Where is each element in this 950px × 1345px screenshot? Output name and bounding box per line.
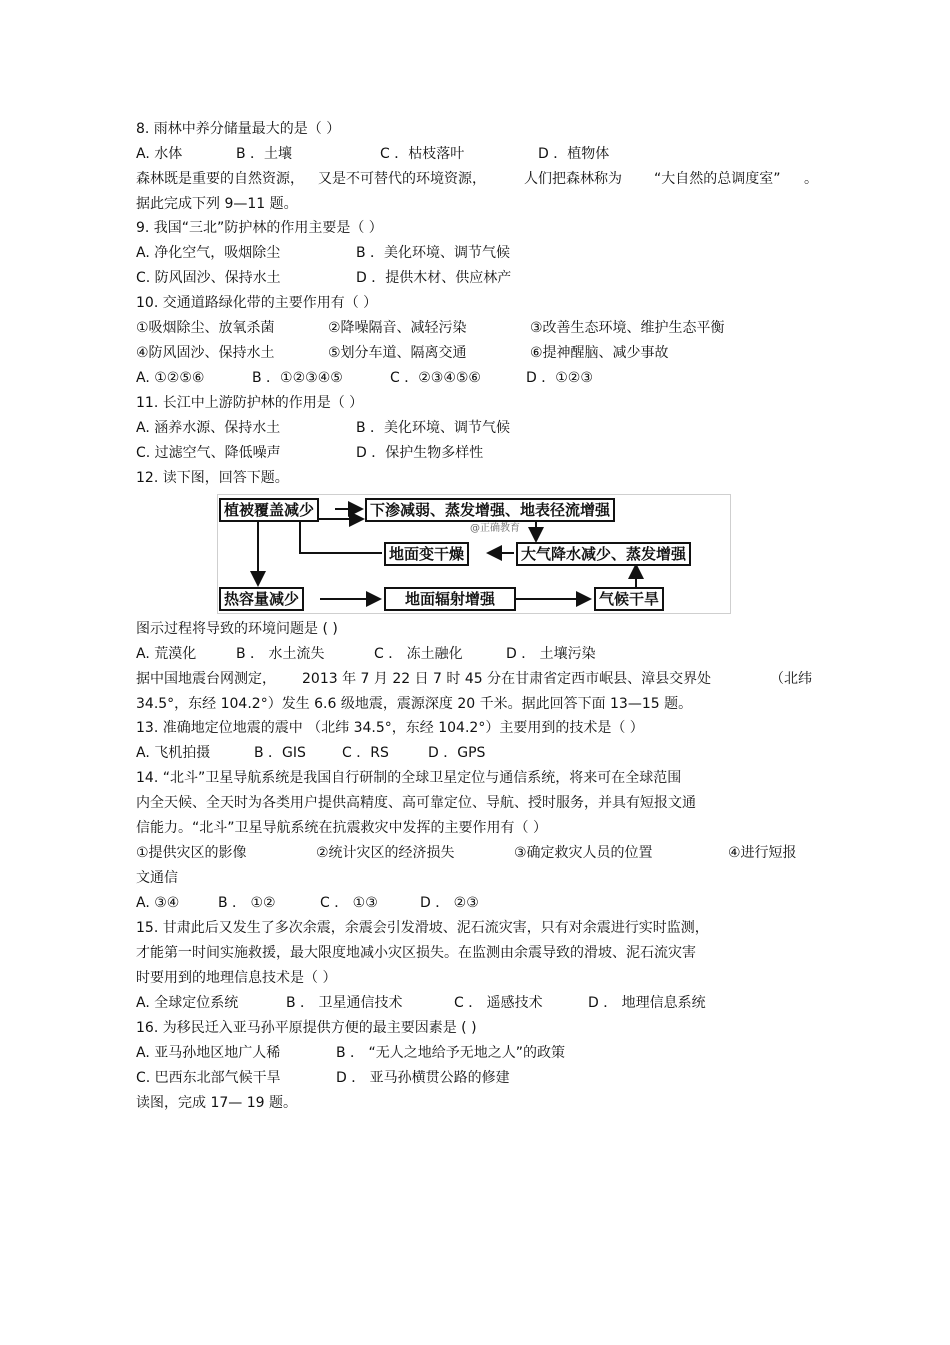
q12-option-b: B ． 水土流失 bbox=[236, 646, 325, 662]
flow-diagram bbox=[217, 494, 731, 614]
q9-options-row1 bbox=[136, 244, 816, 262]
q11-option-b: B ．美化环境、调节气候 bbox=[356, 420, 511, 436]
intro-9-11-line2: 据此完成下列 9—11 题。 bbox=[136, 196, 298, 212]
q16-stem: 16. 为移民迁入亚马孙平原提供方便的最主要因素是 ( ) bbox=[136, 1020, 477, 1036]
q12-prompt: 图示过程将导致的环境问题是 ( ) bbox=[136, 621, 338, 637]
intro-text: （北纬 bbox=[770, 671, 812, 687]
q14-statement-4-cont: 文通信 bbox=[136, 870, 178, 886]
q14-option-a: A. ③④ bbox=[136, 895, 180, 911]
box-ground-drier: 地面变干燥 bbox=[384, 542, 469, 566]
q10-statements-row1 bbox=[136, 319, 816, 337]
q14-line1: 14. “北斗”卫星导航系统是我国自行研制的全球卫星定位与通信系统，将来可在全球范围 bbox=[136, 770, 682, 786]
q9-option-b: B ．美化环境、调节气候 bbox=[356, 245, 511, 261]
q8-stem: 8. 雨林中养分储量最大的是（ ） bbox=[136, 121, 341, 137]
q13-option-c: C ．RS bbox=[342, 745, 389, 761]
q11-options-row1 bbox=[136, 419, 816, 437]
box-heat-capacity-reduced: 热容量减少 bbox=[219, 587, 304, 611]
q12-stem: 12. 读下图，回答下题。 bbox=[136, 470, 289, 486]
box-vegetation-reduced: 植被覆盖减少 bbox=[219, 498, 319, 522]
intro-text: 据中国地震台网测定， bbox=[136, 671, 276, 687]
q14-options bbox=[136, 894, 816, 912]
box-climate-drought: 气候干旱 bbox=[594, 587, 664, 611]
q14-option-c: C ． ①③ bbox=[320, 895, 378, 911]
q15-line1: 15. 甘肃此后又发生了多次余震，余震会引发滑坡、泥石流灾害，只有对余震进行实时监测， bbox=[136, 920, 709, 936]
q9-option-d: D ．提供木材、供应林产 bbox=[356, 270, 512, 286]
q10-statement-6: ⑥提神醒脑、减少事故 bbox=[530, 345, 669, 361]
intro-text: 森林既是重要的自然资源， bbox=[136, 171, 304, 187]
q16-option-a: A. 亚马孙地区地广人稀 bbox=[136, 1045, 281, 1061]
box-ground-radiation-increased: 地面辐射增强 bbox=[384, 587, 516, 611]
q14-option-b: B ． ①② bbox=[218, 895, 276, 911]
q14-statement-3: ③确定救灾人员的位置 bbox=[514, 845, 653, 861]
q16-option-b: B ． “无人之地给予无地之人”的政策 bbox=[336, 1045, 566, 1061]
q14-line3: 信能力。“北斗”卫星导航系统在抗震救灾中发挥的主要作用有（ ） bbox=[136, 820, 547, 836]
q10-statement-2: ②降噪隔音、减轻污染 bbox=[328, 320, 467, 336]
box-precipitation-reduced: 大气降水减少、蒸发增强 bbox=[516, 542, 691, 566]
q10-statement-4: ④防风固沙、保持水土 bbox=[136, 345, 275, 361]
intro-text: 人们把森林称为 bbox=[524, 171, 622, 187]
q16-option-d: D ． 亚马孙横贯公路的修建 bbox=[336, 1070, 510, 1086]
intro-text: 。 bbox=[804, 171, 818, 187]
intro-text: 又是不可替代的环境资源， bbox=[318, 171, 486, 187]
q14-statement-2: ②统计灾区的经济损失 bbox=[316, 845, 455, 861]
q11-stem: 11. 长江中上游防护林的作用是（ ） bbox=[136, 395, 364, 411]
q16-option-c: C. 巴西东北部气候干旱 bbox=[136, 1070, 281, 1086]
intro-13-15-line2: 34.5°，东经 104.2°）发生 6.6 级地震，震源深度 20 千米。据此回答下面 13—15 题。 bbox=[136, 696, 693, 712]
intro-9-11-line1 bbox=[136, 170, 816, 188]
watermark: @正确教育 bbox=[470, 523, 520, 534]
q9-option-a: A. 净化空气，吸烟除尘 bbox=[136, 245, 281, 261]
q16-options-row2 bbox=[136, 1069, 816, 1087]
q8-option-c: C ．枯枝落叶 bbox=[380, 146, 465, 162]
box-infiltration-weakened: 下渗减弱、蒸发增强、地表径流增强 bbox=[365, 498, 615, 522]
q16-options-row1 bbox=[136, 1044, 816, 1062]
q13-option-b: B ．GIS bbox=[254, 745, 306, 761]
arrow-3-to-1 bbox=[300, 519, 382, 553]
q10-option-b: B ．①②③④⑤ bbox=[252, 370, 343, 386]
q13-options bbox=[136, 744, 816, 762]
q13-option-a: A. 飞机拍摄 bbox=[136, 745, 211, 761]
q14-option-d: D ． ②③ bbox=[420, 895, 479, 911]
q10-option-c: C ．②③④⑤⑥ bbox=[390, 370, 481, 386]
q11-option-c: C. 过滤空气、降低噪声 bbox=[136, 445, 281, 461]
q10-statement-3: ③改善生态环境、维护生态平衡 bbox=[530, 320, 725, 336]
q10-option-a: A. ①②⑤⑥ bbox=[136, 370, 205, 386]
q10-statements-row2 bbox=[136, 344, 816, 362]
q13-stem: 13. 准确地定位地震的震中 （北纬 34.5°，东经 104.2°）主要用到的技术是（ ） bbox=[136, 720, 644, 736]
q11-options-row2 bbox=[136, 444, 816, 462]
q14-statements bbox=[136, 844, 816, 862]
outro-17-19: 读图，完成 17— 19 题。 bbox=[136, 1095, 297, 1111]
q11-option-d: D ．保护生物多样性 bbox=[356, 445, 484, 461]
q8-option-a: A. 水体 bbox=[136, 146, 183, 162]
q14-line2: 内全天候、全天时为各类用户提供高精度、高可靠定位、导航、授时服务，并具有短报文通 bbox=[136, 795, 696, 811]
q10-statement-5: ⑤划分车道、隔离交通 bbox=[328, 345, 467, 361]
q12-option-a: A. 荒漠化 bbox=[136, 646, 197, 662]
q10-statement-1: ①吸烟除尘、放氧杀菌 bbox=[136, 320, 275, 336]
q11-option-a: A. 涵养水源、保持水土 bbox=[136, 420, 281, 436]
q8-options bbox=[136, 145, 816, 163]
q15-option-d: D ． 地理信息系统 bbox=[588, 995, 706, 1011]
intro-13-15-line1 bbox=[136, 670, 816, 688]
q12-option-d: D ． 土壤污染 bbox=[506, 646, 596, 662]
q15-line2: 才能第一时间实施救援，最大限度地减小灾区损失。在监测由余震导致的滑坡、泥石流灾害 bbox=[136, 945, 696, 961]
intro-text: “大自然的总调度室” bbox=[654, 171, 781, 187]
q15-options bbox=[136, 994, 816, 1012]
q10-stem: 10. 交通道路绿化带的主要作用有（ ） bbox=[136, 295, 378, 311]
q13-option-d: D ．GPS bbox=[428, 745, 486, 761]
q9-stem: 9. 我国“三北”防护林的作用主要是（ ） bbox=[136, 220, 383, 236]
q8-option-d: D ．植物体 bbox=[538, 146, 610, 162]
q15-line3: 时要用到的地理信息技术是（ ） bbox=[136, 970, 337, 986]
q10-option-d: D ．①②③ bbox=[526, 370, 593, 386]
q8-option-b: B ．土壤 bbox=[236, 146, 293, 162]
q10-options bbox=[136, 369, 816, 387]
q14-statement-1: ①提供灾区的影像 bbox=[136, 845, 247, 861]
q9-option-c: C. 防风固沙、保持水土 bbox=[136, 270, 281, 286]
q15-option-c: C ． 遥感技术 bbox=[454, 995, 543, 1011]
q9-options-row2 bbox=[136, 269, 816, 287]
q12-option-c: C ． 冻土融化 bbox=[374, 646, 463, 662]
q15-option-b: B ． 卫星通信技术 bbox=[286, 995, 403, 1011]
q14-statement-4: ④进行短报 bbox=[728, 845, 797, 861]
q15-option-a: A. 全球定位系统 bbox=[136, 995, 239, 1011]
q12-options bbox=[136, 645, 816, 663]
intro-text: 2013 年 7 月 22 日 7 时 45 分在甘肃省定西市岷县、漳县交界处 bbox=[302, 671, 712, 687]
